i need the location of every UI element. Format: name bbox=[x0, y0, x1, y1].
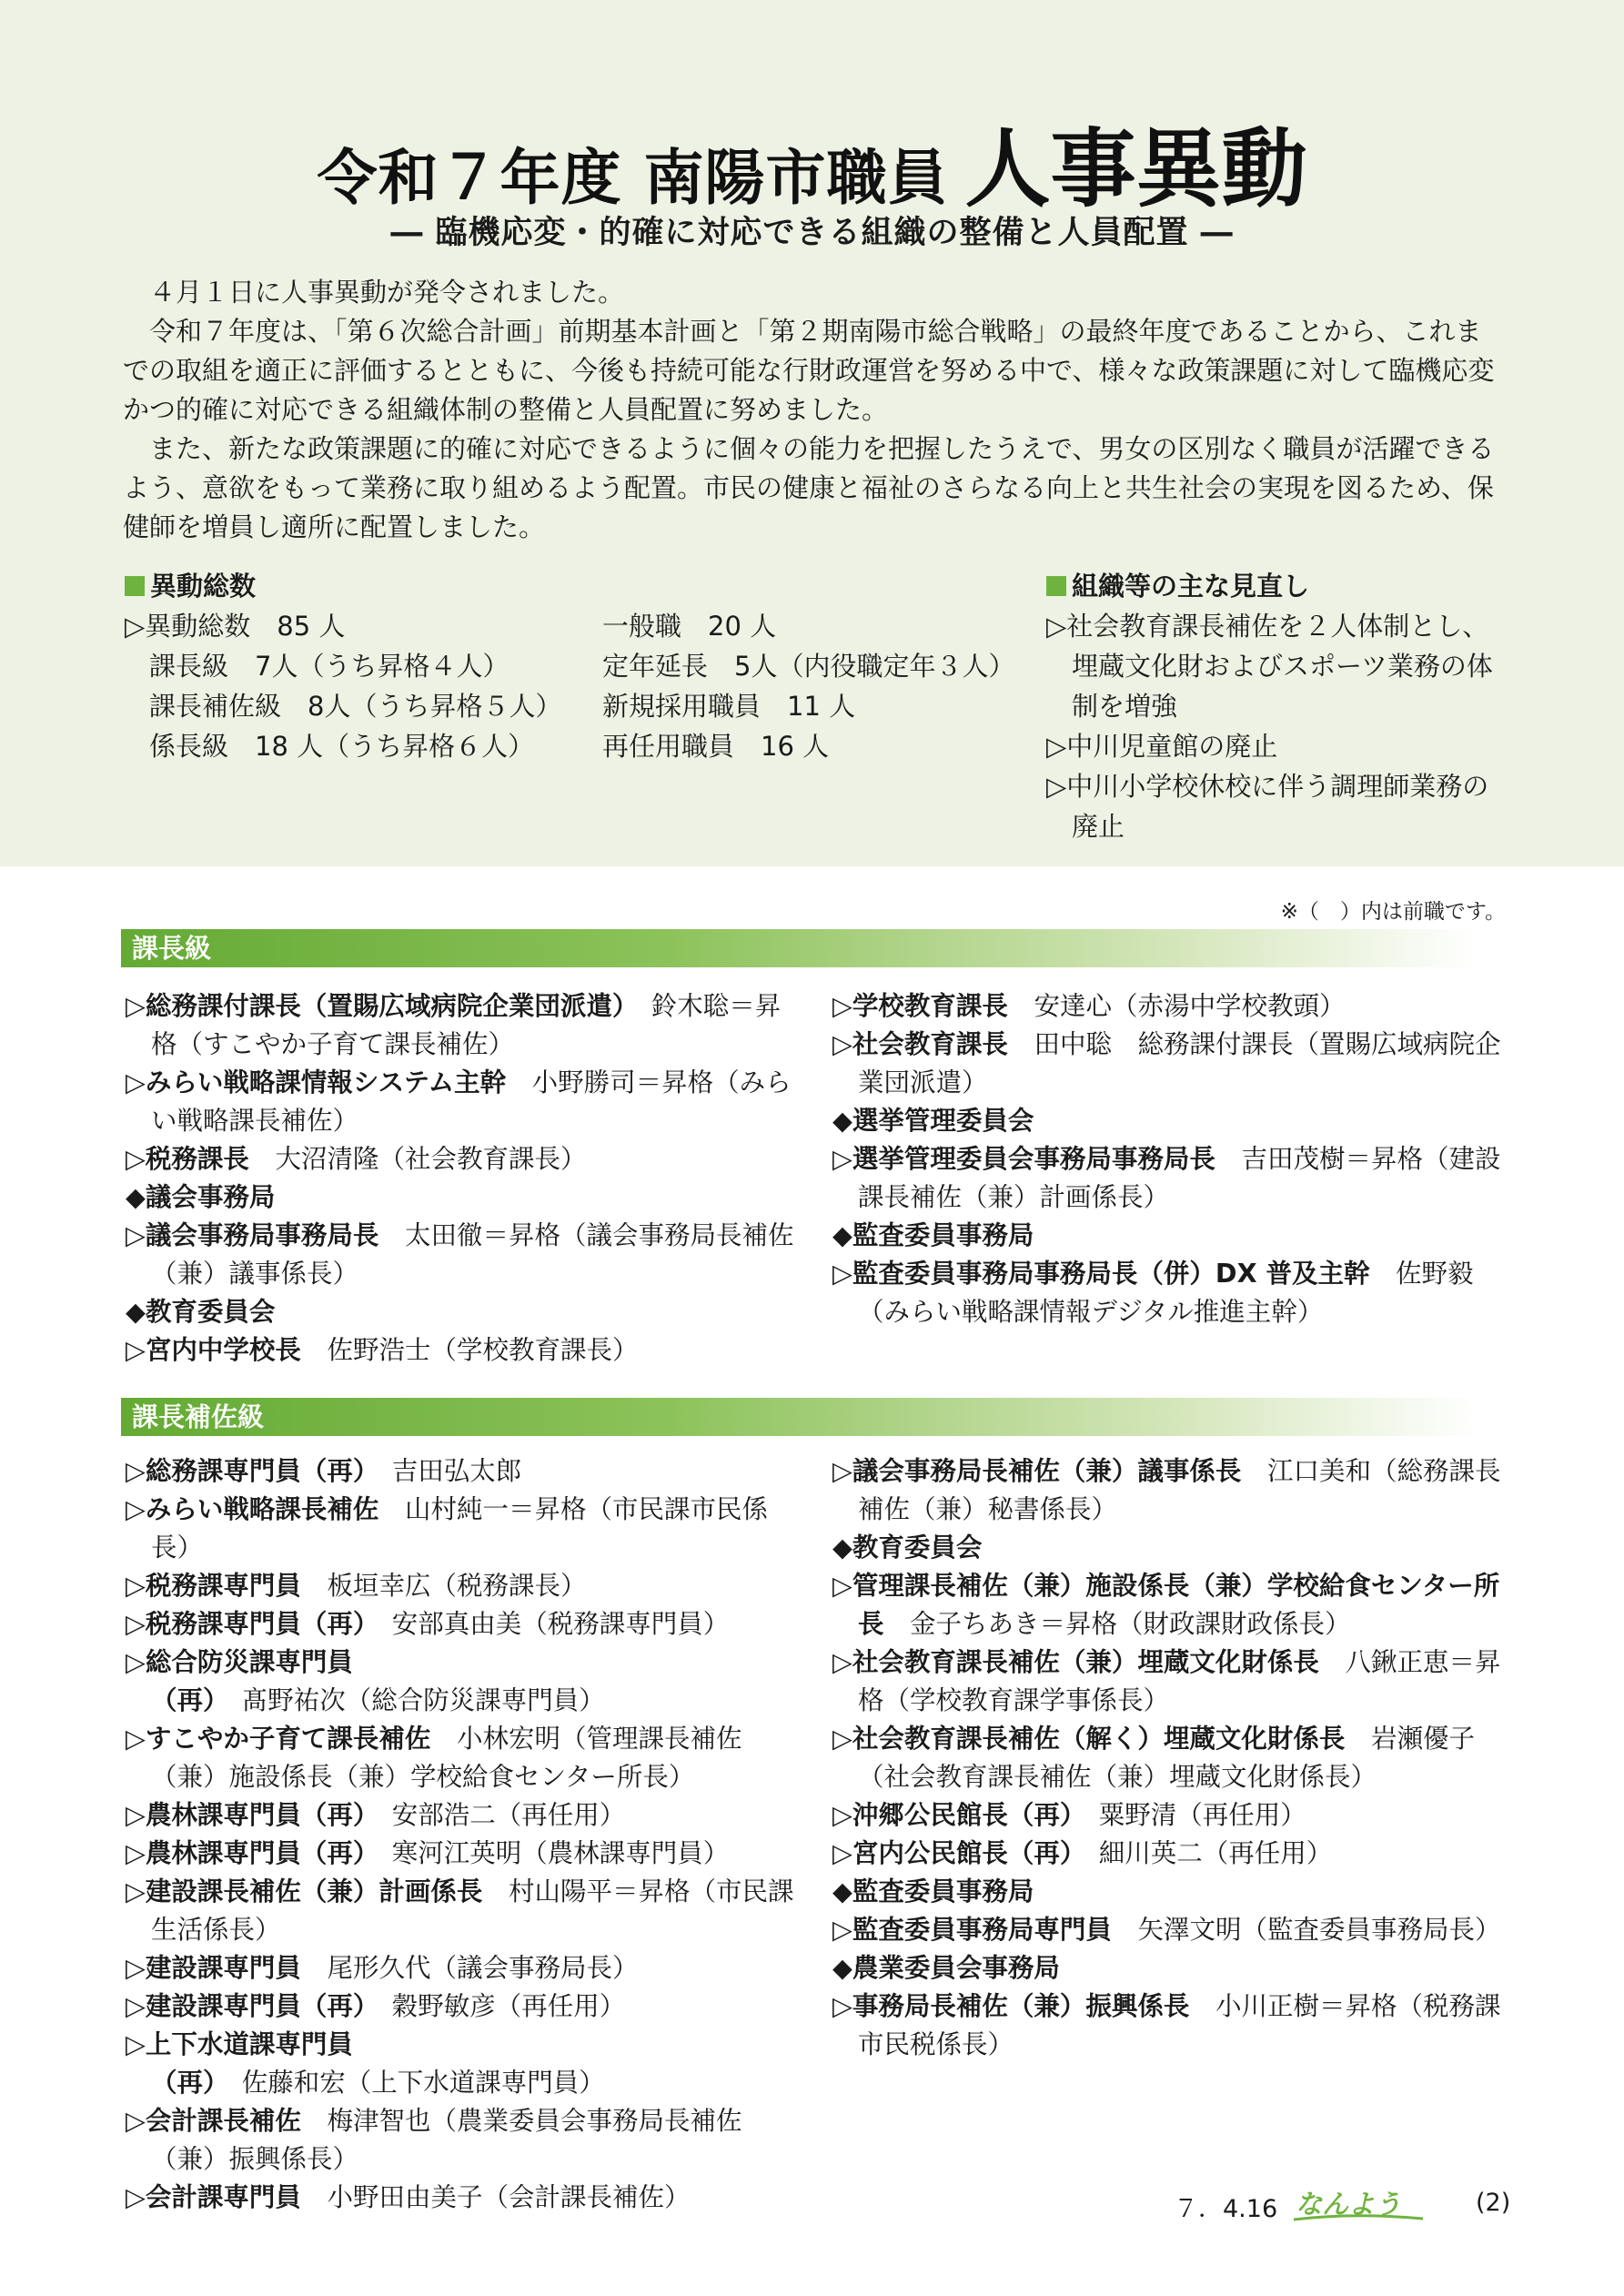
title-main: 令和７年度 南陽市職員 bbox=[317, 143, 949, 213]
review-heading: 組織等の主な見直し bbox=[1046, 566, 1501, 606]
personnel-entry bbox=[832, 1026, 1506, 1102]
review-item: ▷社会教育課長補佐を２人体制とし、埋蔵文化財およびスポーツ業務の体制を増強 bbox=[1046, 611, 1493, 722]
triangle-bullet-icon: ▷ bbox=[832, 1571, 852, 1601]
stats-left bbox=[125, 566, 561, 766]
triangle-bullet-icon: ▷ bbox=[126, 1220, 146, 1250]
department-heading: ◆教育委員会 bbox=[126, 1297, 276, 1327]
personnel-entry bbox=[832, 1140, 1506, 1217]
personnel-entry bbox=[126, 1331, 799, 1370]
section-band-kacho: 課長級 bbox=[121, 929, 1477, 967]
person-name: 山村純一＝昇格（市民課市民係長） bbox=[151, 1494, 768, 1563]
triangle-bullet-icon: ▷ bbox=[832, 1259, 852, 1289]
person-name: 佐藤和宏（上下水道課専門員） bbox=[216, 2068, 605, 2098]
personnel-entry bbox=[126, 1605, 799, 1644]
person-name: 穀野敏彦（再任用） bbox=[366, 1991, 626, 2021]
logo-lettering: なんよう bbox=[1296, 2189, 1402, 2220]
person-name: 佐野浩士（学校教育課長） bbox=[300, 1335, 639, 1365]
intro-paragraph: 令和７年度は、「第６次総合計画」前期基本計画と「第２期南陽市総合戦略」の最終年度であることから、これまでの取組を適正に評価するとともに、今後も持続可能な行財政運営を努める中で、様々な政策課題に対して臨機応変かつ的確に対応できる組織体制の整備と人員配置に努めました。 bbox=[123, 316, 1495, 425]
stats-row: 定年延長 5人（内役職定年３人） bbox=[602, 651, 1015, 682]
triangle-bullet-icon: ▷ bbox=[126, 1456, 146, 1486]
stats-middle bbox=[602, 606, 1014, 766]
personnel-entry bbox=[832, 1988, 1506, 2064]
triangle-bullet-icon: ▷ bbox=[126, 991, 146, 1021]
intro-paragraph: また、新たな政策課題に的確に対応できるように個々の能力を把握したうえで、男女の区別なく職員が活躍できるよう、意欲をもって業務に取り組めるよう配置。市民の健康と福祉のさらなる向上と共生社会の実現を図るため、保健師を増員し適所に配置しました。 bbox=[123, 433, 1495, 542]
department-heading: ◆選挙管理委員会 bbox=[832, 1106, 1034, 1136]
personnel-entry bbox=[126, 1452, 799, 1491]
triangle-bullet-icon: ▷ bbox=[126, 2029, 146, 2059]
personnel-entry bbox=[832, 1255, 1506, 1331]
position-title: 管理課長補佐（兼）施設係長（兼）学校給食センター所長 bbox=[852, 1571, 1500, 1639]
personnel-entry bbox=[126, 1217, 799, 1293]
position-title: 総合防災課専門員（再） bbox=[145, 1647, 353, 1715]
personnel-entry bbox=[832, 1452, 1506, 1529]
personnel-entry bbox=[832, 1720, 1506, 1796]
personnel-entry bbox=[832, 1567, 1506, 1644]
page-title bbox=[0, 100, 1624, 223]
page-number: (2) bbox=[1476, 2189, 1511, 2217]
department-heading: ◆監査委員事務局 bbox=[832, 1876, 1034, 1907]
person-name: 田中聡 総務課付課長（置賜広域病院企業団派遣） bbox=[858, 1029, 1501, 1097]
intro-paragraph: ４月１日に人事異動が発令されました。 bbox=[149, 277, 625, 308]
position-title: みらい戦略課情報システム主幹 bbox=[145, 1067, 507, 1097]
position-title: 総務課専門員（再） bbox=[145, 1456, 367, 1486]
square-bullet-icon bbox=[125, 576, 145, 596]
position-title: 社会教育課長補佐（解く）埋蔵文化財係長 bbox=[852, 1724, 1346, 1754]
department-heading: ◆教育委員会 bbox=[832, 1532, 983, 1563]
triangle-bullet-icon: ▷ bbox=[832, 1915, 852, 1945]
review-list bbox=[1046, 566, 1501, 846]
stats-heading: 異動総数 bbox=[125, 566, 561, 606]
person-name: 小川正樹＝昇格（税務課市民税係長） bbox=[858, 1991, 1501, 2059]
stats-row: ▷異動総数 85 人 bbox=[125, 611, 346, 642]
nanyou-logo bbox=[1290, 2184, 1427, 2224]
triangle-bullet-icon: ▷ bbox=[126, 1724, 146, 1754]
hosa-right-column bbox=[832, 1452, 1506, 2064]
position-title: 会計課長補佐 bbox=[145, 2106, 301, 2136]
position-title: 社会教育課長補佐（兼）埋蔵文化財係長 bbox=[852, 1647, 1319, 1677]
person-name: 太田徹＝昇格（議会事務局長補佐（兼）議事係長） bbox=[151, 1220, 794, 1289]
review-item: ▷中川児童館の廃止 bbox=[1046, 731, 1278, 762]
personnel-entry bbox=[126, 1873, 799, 1949]
department-heading: ◆議会事務局 bbox=[126, 1182, 276, 1212]
position-title: 監査委員事務局専門員 bbox=[852, 1915, 1112, 1945]
review-item: ▷中川小学校休校に伴う調理師業務の廃止 bbox=[1046, 771, 1489, 842]
triangle-bullet-icon: ▷ bbox=[126, 1609, 146, 1639]
triangle-bullet-icon: ▷ bbox=[832, 1800, 852, 1830]
personnel-entry bbox=[832, 1796, 1506, 1835]
personnel-entry bbox=[126, 1567, 799, 1605]
position-title: すこやか子育て課長補佐 bbox=[145, 1724, 431, 1754]
person-name: 安部真由美（税務課専門員） bbox=[366, 1609, 730, 1639]
position-title: 総務課付課長（置賜広域病院企業団派遣） bbox=[145, 991, 626, 1021]
position-title: 選挙管理委員会事務局事務局長 bbox=[852, 1144, 1215, 1174]
stats-row: 再任用職員 16 人 bbox=[602, 731, 830, 762]
position-title: 沖郷公民館長（再） bbox=[852, 1800, 1074, 1830]
triangle-bullet-icon: ▷ bbox=[832, 1838, 852, 1868]
kacho-right-column bbox=[832, 987, 1506, 1331]
intro-text bbox=[123, 273, 1506, 547]
personnel-entry bbox=[126, 1720, 799, 1796]
personnel-entry bbox=[126, 1796, 799, 1835]
person-name: 細川英二（再任用） bbox=[1073, 1838, 1333, 1868]
person-name: 佐野毅（みらい戦略課情報デジタル推進主幹） bbox=[858, 1259, 1474, 1327]
personnel-entry bbox=[126, 1140, 799, 1178]
position-title: 宮内公民館長（再） bbox=[852, 1838, 1074, 1868]
position-title: みらい戦略課長補佐 bbox=[145, 1494, 379, 1524]
footer-date: ７．4.16 bbox=[1174, 2195, 1278, 2223]
triangle-bullet-icon: ▷ bbox=[126, 2106, 146, 2136]
triangle-bullet-icon: ▷ bbox=[126, 1876, 146, 1907]
personnel-entry bbox=[126, 1835, 799, 1873]
triangle-bullet-icon: ▷ bbox=[832, 991, 852, 1021]
position-title: 学校教育課長 bbox=[852, 991, 1008, 1021]
position-title: 建設課長補佐（兼）計画係長 bbox=[145, 1876, 483, 1907]
person-name: 小林宏明（管理課長補佐（兼）施設係長（兼）学校給食センター所長） bbox=[151, 1724, 742, 1792]
person-name: 小野勝司＝昇格（みらい戦略課長補佐） bbox=[151, 1067, 792, 1136]
person-name: 八鍬正恵＝昇格（学校教育課学事係長） bbox=[858, 1647, 1501, 1715]
kacho-left-column bbox=[126, 987, 799, 1370]
person-name: 吉田茂樹＝昇格（建設課長補佐（兼）計画係長） bbox=[858, 1144, 1501, 1212]
triangle-bullet-icon: ▷ bbox=[832, 1724, 852, 1754]
triangle-bullet-icon: ▷ bbox=[832, 1647, 852, 1677]
triangle-bullet-icon: ▷ bbox=[126, 1953, 146, 1983]
position-title: 上下水道課専門員（再） bbox=[145, 2029, 353, 2098]
person-name: 岩瀬優子（社会教育課長補佐（兼）埋蔵文化財係長） bbox=[858, 1724, 1475, 1792]
person-name: 大沼清隆（社会教育課長） bbox=[248, 1144, 587, 1174]
person-name: 金子ちあき＝昇格（財政課財政係長） bbox=[883, 1609, 1351, 1639]
person-name: 安達心（赤湯中学校教頭） bbox=[1007, 991, 1346, 1021]
department-heading: ◆農業委員会事務局 bbox=[832, 1953, 1060, 1983]
person-name: 尾形久代（議会事務局長） bbox=[300, 1953, 639, 1983]
person-name: 粟野清（再任用） bbox=[1073, 1800, 1306, 1830]
position-title: 税務課長 bbox=[145, 1144, 249, 1174]
stats-row: 新規採用職員 11 人 bbox=[602, 691, 856, 722]
personnel-entry bbox=[832, 1911, 1506, 1949]
personnel-entry bbox=[126, 987, 799, 1064]
position-title: 議会事務局事務局長 bbox=[145, 1220, 379, 1250]
personnel-entry bbox=[832, 1835, 1506, 1873]
person-name: 髙野祐次（総合防災課専門員） bbox=[216, 1685, 605, 1715]
hosa-left-column bbox=[126, 1452, 799, 2217]
position-title: 宮内中学校長 bbox=[145, 1335, 301, 1365]
person-name: 村山陽平＝昇格（市民課生活係長） bbox=[151, 1876, 794, 1945]
position-title: 社会教育課長 bbox=[852, 1029, 1008, 1059]
stats-row: 課長級 7人（うち昇格４人） bbox=[149, 651, 509, 682]
position-title: 農林課専門員（再） bbox=[145, 1838, 367, 1868]
position-title: 税務課専門員（再） bbox=[145, 1609, 367, 1639]
personnel-entry bbox=[832, 987, 1506, 1026]
personnel-entry bbox=[126, 2026, 799, 2102]
triangle-bullet-icon: ▷ bbox=[126, 2182, 146, 2212]
triangle-bullet-icon: ▷ bbox=[126, 1991, 146, 2021]
person-name: 板垣幸広（税務課長） bbox=[300, 1571, 587, 1601]
position-title: 農林課専門員（再） bbox=[145, 1800, 367, 1830]
personnel-entry bbox=[832, 1644, 1506, 1720]
person-name: 江口美和（総務課長補佐（兼）秘書係長） bbox=[858, 1456, 1501, 1524]
person-name: 梅津智也（農業委員会事務局長補佐（兼）振興係長） bbox=[151, 2106, 742, 2174]
person-name: 吉田弘太郎 bbox=[366, 1456, 522, 1486]
personnel-entry bbox=[126, 1491, 799, 1567]
section-band-hosa: 課長補佐級 bbox=[121, 1398, 1477, 1436]
triangle-bullet-icon: ▷ bbox=[832, 1456, 852, 1486]
triangle-bullet-icon: ▷ bbox=[126, 1144, 146, 1174]
stats-row: 係長級 18 人（うち昇格６人） bbox=[149, 731, 535, 762]
position-title: 事務局長補佐（兼）振興係長 bbox=[852, 1991, 1190, 2021]
person-name: 寒河江英明（農林課専門員） bbox=[366, 1838, 730, 1868]
triangle-bullet-icon: ▷ bbox=[832, 1029, 852, 1059]
personnel-entry bbox=[126, 1988, 799, 2026]
note-text: ※（ ）内は前職です。 bbox=[1280, 900, 1506, 924]
triangle-bullet-icon: ▷ bbox=[832, 1991, 852, 2021]
triangle-bullet-icon: ▷ bbox=[126, 1800, 146, 1830]
page-subtitle: ― 臨機応変・的確に対応できる組織の整備と人員配置 ― bbox=[390, 215, 1234, 251]
stats-row: 一般職 20 人 bbox=[602, 611, 777, 642]
triangle-bullet-icon: ▷ bbox=[126, 1838, 146, 1868]
stats-row: 課長補佐級 8人（うち昇格５人） bbox=[149, 691, 562, 722]
person-name: 矢澤文明（監査委員事務局長） bbox=[1111, 1915, 1501, 1945]
personnel-entry bbox=[126, 2179, 799, 2217]
personnel-entry bbox=[126, 1949, 799, 1988]
position-title: 建設課専門員 bbox=[145, 1953, 301, 1983]
triangle-bullet-icon: ▷ bbox=[126, 1647, 146, 1677]
triangle-bullet-icon: ▷ bbox=[126, 1335, 146, 1365]
personnel-entry bbox=[126, 1644, 799, 1720]
personnel-entry bbox=[126, 2102, 799, 2179]
title-emphasis: 人事異動 bbox=[964, 120, 1307, 219]
department-heading: ◆監査委員事務局 bbox=[832, 1220, 1034, 1250]
position-title: 会計課専門員 bbox=[145, 2182, 301, 2212]
square-bullet-icon bbox=[1046, 576, 1066, 596]
position-title: 税務課専門員 bbox=[145, 1571, 301, 1601]
triangle-bullet-icon: ▷ bbox=[832, 1144, 852, 1174]
person-name: 小野田由美子（会計課長補佐） bbox=[300, 2182, 691, 2212]
triangle-bullet-icon: ▷ bbox=[126, 1067, 146, 1097]
position-title: 議会事務局長補佐（兼）議事係長 bbox=[852, 1456, 1242, 1486]
person-name: 安部浩二（再任用） bbox=[366, 1800, 626, 1830]
triangle-bullet-icon: ▷ bbox=[126, 1571, 146, 1601]
position-title: 監査委員事務局事務局長（併）DX 普及主幹 bbox=[852, 1259, 1370, 1289]
position-title: 建設課専門員（再） bbox=[145, 1991, 367, 2021]
personnel-entry bbox=[126, 1064, 799, 1140]
triangle-bullet-icon: ▷ bbox=[126, 1494, 146, 1524]
person-name: 鈴木聡＝昇格（すこやか子育て課長補佐） bbox=[151, 991, 782, 1059]
